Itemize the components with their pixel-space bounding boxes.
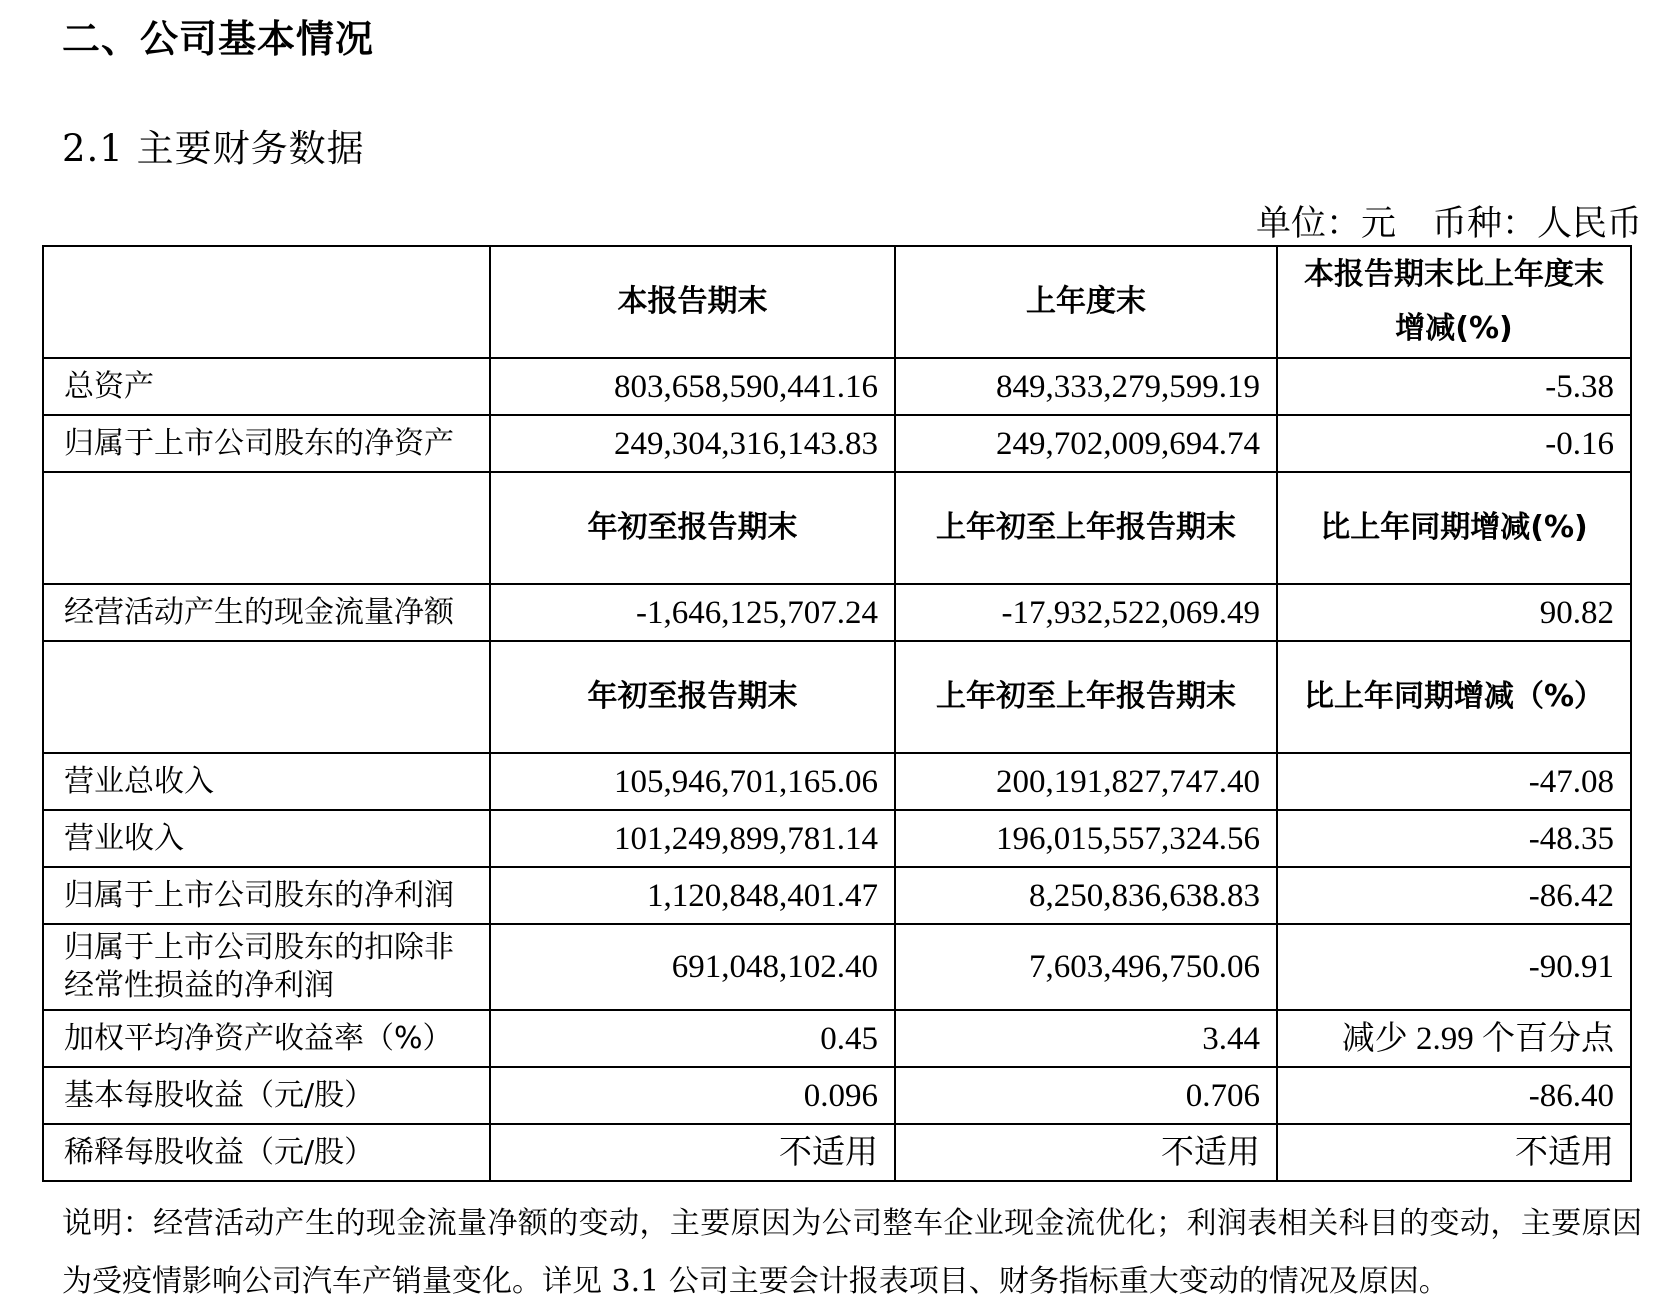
change-value: -90.91	[1277, 924, 1631, 1010]
header-empty-cell	[43, 641, 490, 753]
current-value: 0.45	[490, 1010, 895, 1067]
previous-value: 8,250,836,638.83	[895, 867, 1277, 924]
current-value: 1,120,848,401.47	[490, 867, 895, 924]
subsection-title: 2.1 主要财务数据	[62, 127, 365, 170]
change-value: -48.35	[1277, 810, 1631, 867]
header-empty-cell	[43, 246, 490, 358]
row-label: 基本每股收益（元/股）	[43, 1067, 490, 1124]
row-label: 稀释每股收益（元/股）	[43, 1124, 490, 1181]
row-label: 归属于上市公司股东的净利润	[43, 867, 490, 924]
column-header: 本报告期末比上年度末增减(%)	[1277, 246, 1631, 358]
current-value: 不适用	[490, 1124, 895, 1181]
change-value: 减少 2.99 个百分点	[1277, 1010, 1631, 1067]
current-value: 0.096	[490, 1067, 895, 1124]
column-header: 年初至报告期末	[490, 641, 895, 753]
current-value: 691,048,102.40	[490, 924, 895, 1010]
change-value: -0.16	[1277, 415, 1631, 472]
table-row	[43, 867, 1631, 924]
change-value: -47.08	[1277, 753, 1631, 810]
previous-value: 0.706	[895, 1067, 1277, 1124]
column-header: 比上年同期增减（%）	[1277, 641, 1631, 753]
column-header: 比上年同期增减(%)	[1277, 472, 1631, 584]
table-row	[43, 1124, 1631, 1181]
table-row	[43, 810, 1631, 867]
previous-value: -17,932,522,069.49	[895, 584, 1277, 641]
table-row	[43, 753, 1631, 810]
column-header: 上年度末	[895, 246, 1277, 358]
previous-value: 7,603,496,750.06	[895, 924, 1277, 1010]
previous-value: 196,015,557,324.56	[895, 810, 1277, 867]
change-value: 90.82	[1277, 584, 1631, 641]
change-value: 不适用	[1277, 1124, 1631, 1181]
row-label: 营业收入	[43, 810, 490, 867]
column-header: 上年初至上年报告期末	[895, 641, 1277, 753]
table-row	[43, 1067, 1631, 1124]
previous-value: 3.44	[895, 1010, 1277, 1067]
row-label: 营业总收入	[43, 753, 490, 810]
header-row-ytd-income	[43, 641, 1631, 753]
table-row	[43, 358, 1631, 415]
column-header: 年初至报告期末	[490, 472, 895, 584]
table-row	[43, 415, 1631, 472]
section-title: 二、公司基本情况	[62, 17, 375, 61]
currency-label: 币种：人民币	[1431, 204, 1642, 244]
header-row-period-end	[43, 246, 1631, 358]
row-label: 加权平均净资产收益率（%）	[43, 1010, 490, 1067]
explanation-note: 说明：经营活动产生的现金流量净额的变动，主要原因为公司整车企业现金流优化；利润表相关科目的变动，主要原因为受疫情影响公司汽车产销量变化。详见 3.1 公司主要会计报表项目、财务指标重大变动的情况及原因。	[62, 1206, 1642, 1299]
current-value: -1,646,125,707.24	[490, 584, 895, 641]
change-value: -86.42	[1277, 867, 1631, 924]
table-row	[43, 1010, 1631, 1067]
current-value: 105,946,701,165.06	[490, 753, 895, 810]
unit-line	[1256, 196, 1642, 246]
previous-value: 849,333,279,599.19	[895, 358, 1277, 415]
header-row-ytd-cashflow	[43, 472, 1631, 584]
change-value: -5.38	[1277, 358, 1631, 415]
unit-label: 单位：元	[1255, 204, 1396, 244]
row-label: 归属于上市公司股东的扣除非经常性损益的净利润	[43, 924, 490, 1010]
change-value: -86.40	[1277, 1067, 1631, 1124]
table-row	[43, 924, 1631, 1010]
current-value: 249,304,316,143.83	[490, 415, 895, 472]
column-header: 上年初至上年报告期末	[895, 472, 1277, 584]
column-header: 本报告期末	[490, 246, 895, 358]
row-label: 经营活动产生的现金流量净额	[43, 584, 490, 641]
previous-value: 200,191,827,747.40	[895, 753, 1277, 810]
current-value: 101,249,899,781.14	[490, 810, 895, 867]
row-label: 总资产	[43, 358, 490, 415]
header-empty-cell	[43, 472, 490, 584]
financial-data-table	[42, 245, 1632, 1182]
row-label: 归属于上市公司股东的净资产	[43, 415, 490, 472]
previous-value: 不适用	[895, 1124, 1277, 1181]
current-value: 803,658,590,441.16	[490, 358, 895, 415]
previous-value: 249,702,009,694.74	[895, 415, 1277, 472]
table-row	[43, 584, 1631, 641]
